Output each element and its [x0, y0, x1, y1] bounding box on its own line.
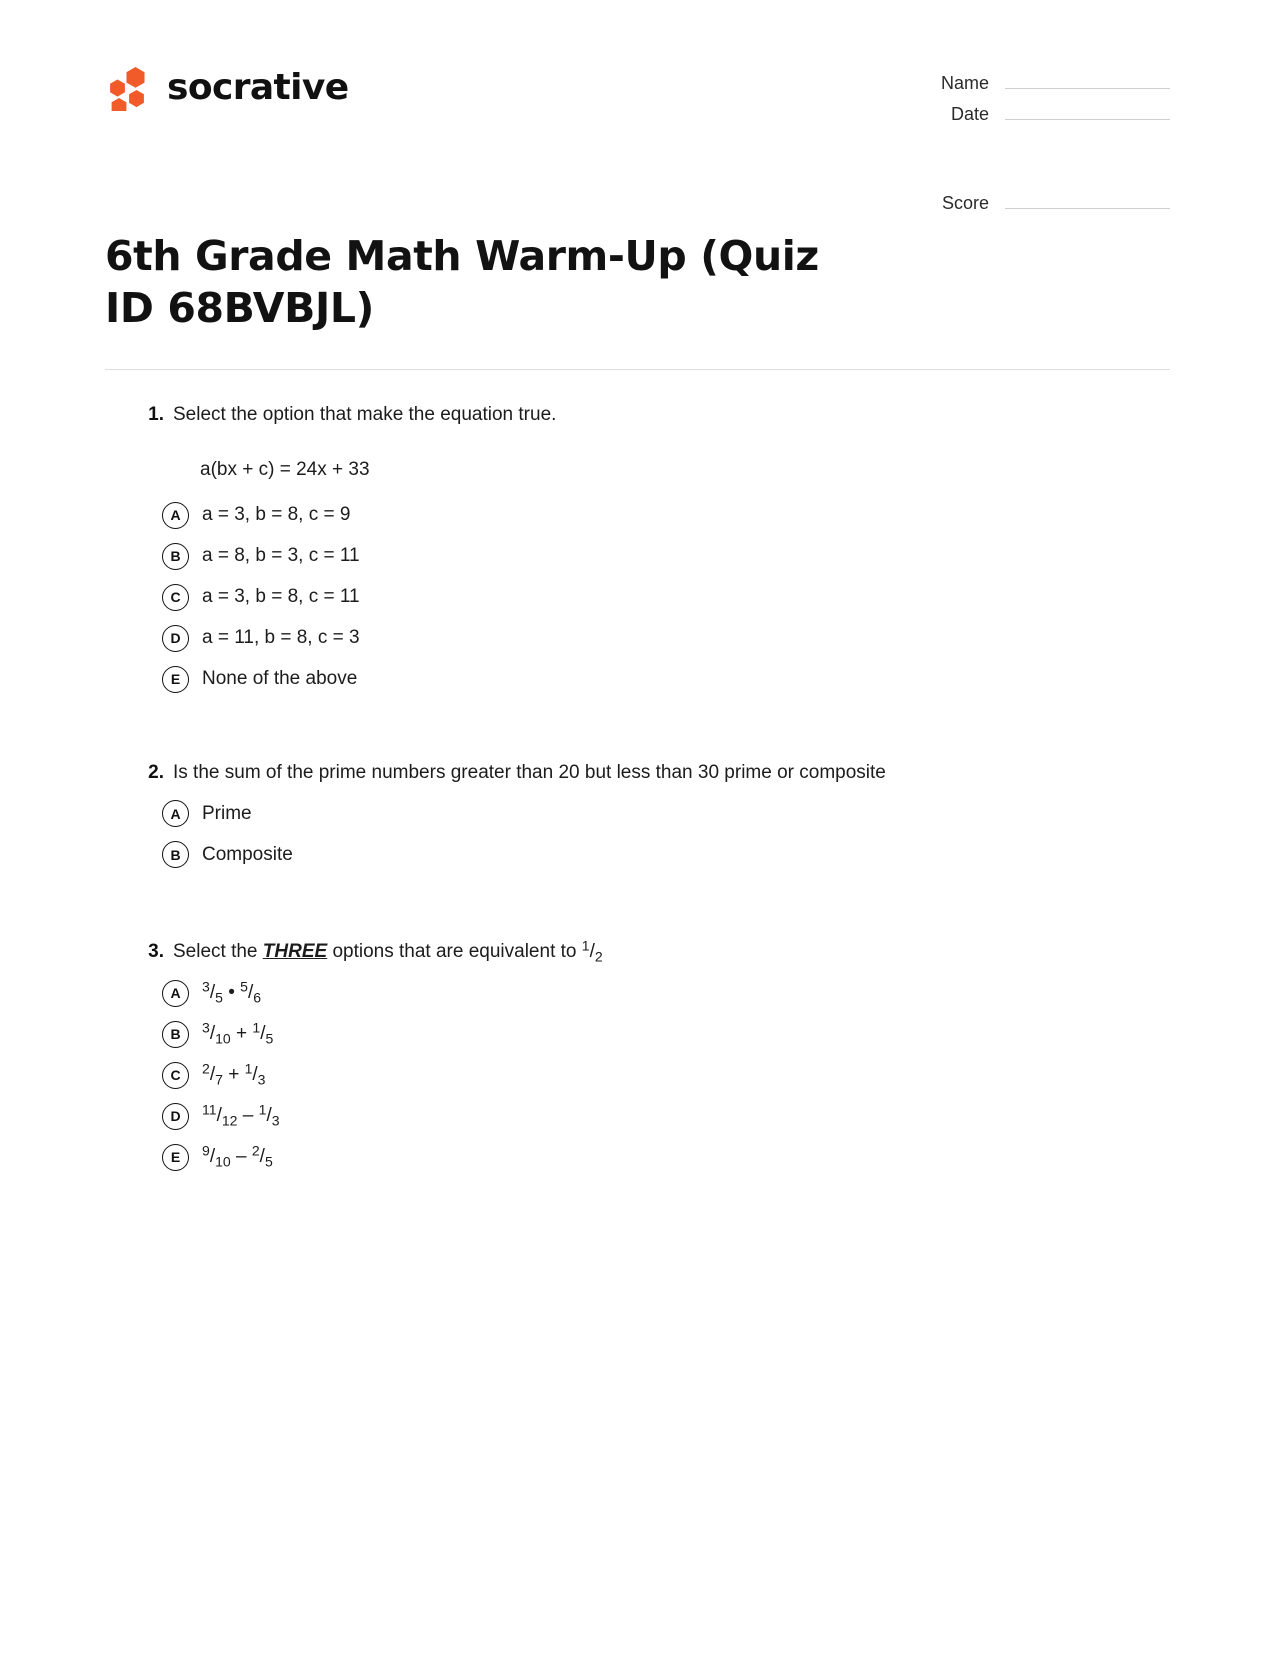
socrative-hexagon-logo-icon	[105, 65, 151, 111]
question-2-options	[105, 793, 1170, 875]
fraction-1	[202, 1142, 231, 1170]
fraction-numerator: 1	[258, 1101, 267, 1118]
question-2	[105, 758, 1170, 875]
fraction-numerator: 9	[202, 1142, 210, 1159]
fraction-numerator: 2	[251, 1142, 260, 1159]
option-bubble[interactable]: E	[162, 666, 189, 693]
option-bubble[interactable]: B	[162, 1021, 189, 1048]
student-info-block	[870, 73, 1170, 224]
option-bubble[interactable]: B	[162, 841, 189, 868]
fraction-2	[244, 1060, 266, 1088]
option-bubble[interactable]: A	[162, 502, 189, 529]
prompt-emphasis: THREE	[262, 941, 328, 963]
prompt-fraction	[581, 937, 603, 965]
operator: –	[236, 1145, 247, 1167]
option-label: Prime	[202, 802, 252, 824]
option-1-e[interactable]	[105, 659, 1170, 700]
name-label: Name	[940, 73, 989, 93]
option-label	[202, 1020, 273, 1049]
operator: +	[228, 1063, 240, 1085]
option-1-d[interactable]	[105, 618, 1170, 659]
question-1-prompt: Select the option that make the equation true.	[173, 403, 557, 425]
option-3-a[interactable]	[105, 973, 1170, 1014]
fraction-denominator: 10	[215, 1030, 231, 1047]
question-2-header	[105, 758, 1170, 787]
option-label: None of the above	[202, 668, 358, 690]
fraction-slash: /	[266, 1104, 272, 1126]
question-1-header	[105, 400, 1170, 429]
option-label: a = 11, b = 8, c = 3	[202, 627, 360, 649]
name-row	[870, 73, 1170, 94]
option-bubble[interactable]: D	[162, 1103, 189, 1130]
fraction-denominator: 10	[215, 1153, 231, 1170]
option-3-b[interactable]	[105, 1014, 1170, 1055]
name-input-line[interactable]	[1005, 75, 1170, 89]
fraction-denominator: 3	[271, 1112, 280, 1129]
fraction-numerator: 5	[240, 978, 248, 995]
fraction-denominator: 12	[221, 1112, 238, 1129]
fraction-slash: /	[252, 1063, 258, 1085]
option-label: Composite	[202, 843, 293, 865]
question-1	[105, 400, 1170, 700]
date-label: Date	[950, 104, 989, 124]
fraction-denominator: 5	[264, 1153, 273, 1170]
fraction-slash: /	[209, 981, 216, 1003]
option-2-b[interactable]	[105, 834, 1170, 875]
operator: +	[236, 1022, 248, 1044]
question-3-header	[105, 937, 1170, 966]
option-1-a[interactable]	[105, 495, 1170, 536]
page-title: 6th Grade Math Warm-Up (Quiz ID 68BVBJL)	[105, 232, 819, 333]
fraction-slash: /	[209, 1022, 216, 1044]
fraction-denominator: 5	[265, 1030, 274, 1047]
fraction-denominator: 3	[257, 1071, 266, 1088]
score-input-line[interactable]	[1005, 195, 1170, 209]
operator: •	[228, 981, 235, 1003]
option-label	[202, 1061, 265, 1090]
title-area	[0, 230, 1275, 335]
fraction-numerator: 1	[244, 1060, 253, 1077]
header-divider	[105, 369, 1170, 370]
option-1-c[interactable]	[105, 577, 1170, 618]
fraction-1	[202, 1060, 223, 1088]
option-label	[202, 1102, 280, 1131]
fraction-1	[202, 978, 223, 1006]
fraction-denominator: 6	[253, 989, 262, 1006]
option-bubble[interactable]: C	[162, 584, 189, 611]
meta-spacer	[870, 135, 1170, 193]
date-row	[870, 104, 1170, 125]
fraction-2	[252, 1019, 274, 1047]
fraction-slash: /	[259, 1145, 265, 1167]
fraction-numerator: 3	[202, 978, 210, 995]
fraction-denominator: 7	[215, 1071, 223, 1088]
option-label	[202, 1143, 273, 1172]
fraction-slash: /	[216, 1104, 222, 1126]
fraction-numerator: 1	[581, 937, 590, 954]
option-3-c[interactable]	[105, 1055, 1170, 1096]
option-2-a[interactable]	[105, 793, 1170, 834]
fraction-numerator: 2	[202, 1060, 210, 1077]
question-2-number: 2.	[148, 761, 164, 783]
prompt-text-after: options that are equivalent to	[327, 941, 582, 963]
option-label: a = 3, b = 8, c = 9	[202, 504, 351, 526]
score-label: Score	[941, 193, 989, 213]
option-3-d[interactable]	[105, 1096, 1170, 1137]
option-bubble[interactable]: D	[162, 625, 189, 652]
fraction-denominator: 5	[215, 989, 223, 1006]
question-2-prompt: Is the sum of the prime numbers greater than 20 but less than 30 prime or composite	[173, 761, 886, 783]
question-3	[105, 937, 1170, 1177]
question-1-options	[105, 495, 1170, 700]
questions-list	[0, 400, 1275, 1178]
option-bubble[interactable]: C	[162, 1062, 189, 1089]
brand-lockup	[105, 65, 349, 111]
question-3-options	[105, 973, 1170, 1178]
date-input-line[interactable]	[1005, 106, 1170, 120]
fraction-slash: /	[589, 941, 595, 963]
option-label	[202, 979, 261, 1008]
fraction-slash: /	[209, 1063, 216, 1085]
score-row	[870, 193, 1170, 214]
question-3-number: 3.	[148, 941, 164, 963]
option-bubble[interactable]: E	[162, 1144, 189, 1171]
fraction-2	[240, 978, 262, 1006]
brand-wordmark: socrative	[167, 67, 349, 108]
question-1-equation: a(bx + c) = 24x + 33	[200, 459, 370, 481]
fraction-slash: /	[260, 1022, 266, 1044]
fraction-2	[258, 1101, 280, 1129]
option-3-e[interactable]	[105, 1137, 1170, 1178]
fraction-numerator: 11	[202, 1101, 217, 1118]
fraction-denominator: 2	[594, 948, 603, 965]
fraction-slash: /	[247, 981, 254, 1003]
question-3-prompt	[173, 937, 1170, 966]
fraction-numerator: 3	[202, 1019, 210, 1036]
option-bubble[interactable]: B	[162, 543, 189, 570]
fraction-1	[202, 1101, 238, 1129]
fraction-1	[202, 1019, 231, 1047]
option-label: a = 3, b = 8, c = 11	[202, 586, 360, 608]
option-1-b[interactable]	[105, 536, 1170, 577]
operator: –	[242, 1104, 254, 1126]
fraction-2	[251, 1142, 273, 1170]
fraction-numerator: 1	[252, 1019, 261, 1036]
page-header	[0, 0, 1275, 224]
prompt-text-before: Select the	[173, 941, 263, 963]
question-1-number: 1.	[148, 403, 164, 425]
fraction-slash: /	[209, 1145, 216, 1167]
option-label: a = 8, b = 3, c = 11	[202, 545, 360, 567]
option-bubble[interactable]: A	[162, 800, 189, 827]
option-bubble[interactable]: A	[162, 980, 189, 1007]
